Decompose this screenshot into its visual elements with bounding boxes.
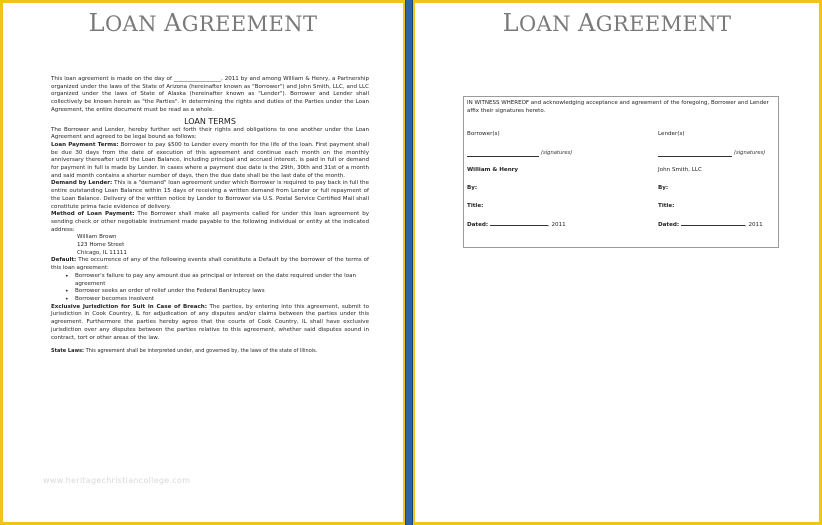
date-line[interactable] — [681, 220, 745, 226]
date-line[interactable] — [490, 220, 548, 226]
page-right — [415, 3, 819, 522]
borrower-title-label: Title: — [467, 203, 484, 209]
lender-signatures-hint: (signatures) — [734, 150, 766, 156]
agreement-body — [51, 76, 369, 356]
borrower-dated-field[interactable]: Dated: , 2011 — [467, 222, 566, 228]
borrower-name: William & Henry — [467, 167, 519, 173]
page-left — [3, 3, 403, 522]
witness-statement: IN WITNESS WHEREOF and acknowledging acceptance and agreement of the foregoing, Borrower and Lender affix their signatures hereto. — [467, 100, 769, 114]
borrower-signature-line[interactable] — [467, 156, 539, 157]
payment-address — [51, 234, 369, 257]
state-laws-paragraph: State Laws: This agreement shall be interpreted under, and governed by, the laws of the state of Illinois. — [51, 348, 318, 355]
watermark: www.heritagechristiancollege.com — [43, 476, 191, 485]
list-item: • Borrower's failure to pay any amount due as principal or interest on the date required under the loan agreement — [65, 273, 369, 288]
borrower-label: Borrower(s) — [467, 131, 500, 137]
signature-box — [463, 96, 779, 248]
page-title-right: LOAN AGREEMENT — [502, 9, 732, 37]
binder-spine — [405, 0, 413, 525]
lender-label: Lender(s) — [658, 131, 685, 137]
lender-signature-line[interactable] — [658, 156, 732, 157]
payment-terms-paragraph: Loan Payment Terms: Borrower to pay $500 to Lender every month for the life of the loan. First payment shall be due 30 days from the date of execution of this agreement and continue each month on the monthly anniversary thereafter until the Loan Balance, including principal and accrued interest, is paid in full or demand for payment in full is made by Lender. In cases where a payment due date is the 29th, 30th and 31st of a month and said month contains a shorter number of days, then the due date shall be the last date of the month. — [51, 141, 369, 179]
address-line: 123 Home Street — [77, 242, 125, 249]
method-paragraph: Method of Loan Payment: The Borrower shall make all payments called for under this loan agreement by sending check or other negotiable instrument made payable to the following individual or entity at the indicated address: — [51, 211, 369, 233]
address-line: Chicago, IL 11111 — [77, 249, 127, 256]
default-paragraph: Default: The occurrence of any of the following events shall constitute a Default by the borrower of the terms of this loan agreement: — [51, 257, 369, 272]
default-list — [51, 273, 369, 304]
jurisdiction-paragraph: Exclusive Jurisdiction for Suit in Case of Breach: The parties, by entering into this agreement, submit to Jurisdiction in Cook Country, IL for adjudication of any disputes and/or claims between the parties under this agreement. Furthermore the parties hereby agree that the courts of Cook Country, IL shall have exclusive jurisdiction over any disputes between the parties relative to this agreement, whether said disputes sound in contract, tort or other areas of the law. — [51, 303, 369, 341]
demand-paragraph: Demand by Lender: This is a "demand" loan agreement under which Borrower is required to pay back in full the entire outstanding Loan Balance within 15 days of receiving a written demand from Lender or full repayment of the Loan Balance. Delivery of the written notice by Lender to Borrower via U.S. Postal Service Certified Mail shall constitute prima facie evidence of delivery. — [51, 180, 369, 210]
list-item: • Borrower becomes insolvent — [65, 296, 369, 304]
intro-paragraph: This loan agreement is made on the day of _________________, 2011 by and among William & Henry, a Partnership organized under the laws of the State of Arizona (hereinafter known as "Borrower") and John Smith, LLC, and LLC organized under the laws of State of Alaska (hereinafter known as "Lender"). Borrower and Lender shall collectively be known herein as "the Parties". In determining the rights and duties of the Parties under the Loan Agreement, the entire document must be read as a whole. — [51, 76, 369, 113]
address-line: William Brown — [77, 234, 117, 241]
loan-terms-intro: The Borrower and Lender, hereby further set forth their rights and obligations to one another under the Loan Agreement and agreed to be legal bound as follows: — [51, 126, 369, 141]
page-title-left: LOAN AGREEMENT — [88, 9, 318, 37]
list-item: • Borrower seeks an order of relief under the Federal Bankruptcy laws — [65, 288, 369, 296]
lender-title-label: Title: — [658, 203, 675, 209]
loan-terms-heading: LOAN TERMS — [184, 116, 236, 126]
lender-by-label: By: — [658, 185, 669, 191]
lender-name: John Smith, LLC — [658, 167, 702, 173]
borrower-by-label: By: — [467, 185, 478, 191]
lender-dated-field[interactable]: Dated: , 2011 — [658, 222, 763, 228]
borrower-signatures-hint: (signatures) — [541, 150, 573, 156]
